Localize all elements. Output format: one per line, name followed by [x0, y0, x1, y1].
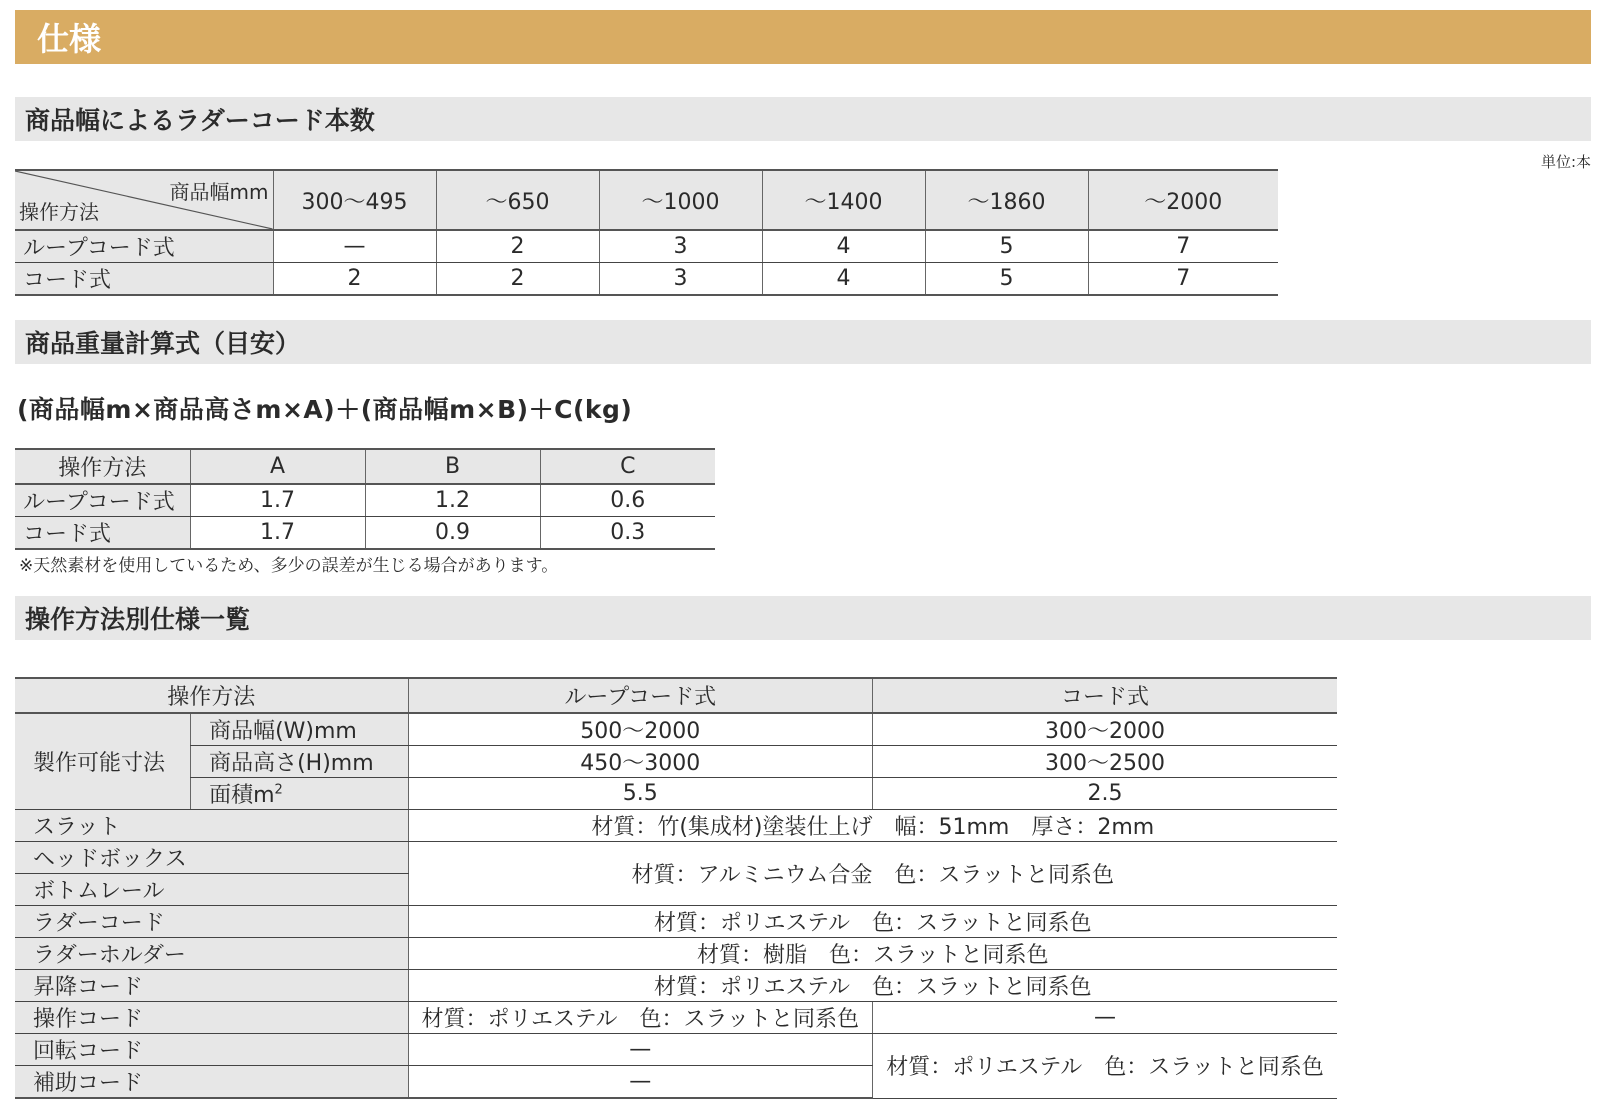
footnote: ※天然素材を使用しているため、多少の誤差が生じる場合があります。 — [19, 556, 559, 576]
column-header: 〜650 — [436, 170, 599, 230]
row-label: ループコード式 — [15, 484, 190, 517]
table-row — [15, 517, 715, 550]
table-row — [15, 713, 1337, 746]
column-header: B — [365, 449, 540, 484]
table-cell: 2 — [273, 263, 436, 296]
weight-coefficient-table — [15, 448, 715, 550]
table-cell: 7 — [1088, 230, 1278, 263]
table-cell: 5.5 — [408, 778, 872, 810]
table-cell: 7 — [1088, 263, 1278, 296]
row-label: ループコード式 — [15, 230, 273, 263]
table-cell: 材質：ポリエステル 色：スラットと同系色 — [408, 970, 1337, 1002]
table-cell: 1.7 — [190, 484, 365, 517]
row-label: ヘッドボックス — [15, 842, 408, 874]
table-cell: 材質：ポリエステル 色：スラットと同系色 — [408, 906, 1337, 938]
row-label: スラット — [15, 810, 408, 842]
table-cell: 材質：ポリエステル 色：スラットと同系色 — [408, 1002, 872, 1034]
table-cell: 4 — [762, 263, 925, 296]
column-header: コード式 — [873, 678, 1338, 713]
table-cell: 2 — [436, 263, 599, 296]
row-label: 商品高さ(H)mm — [191, 746, 408, 778]
table-cell: 450〜3000 — [408, 746, 872, 778]
column-header: 300〜495 — [273, 170, 436, 230]
table-row — [15, 810, 1337, 842]
table-row — [15, 842, 1337, 874]
row-label: ラダーコード — [15, 906, 408, 938]
table-row — [15, 1002, 1337, 1034]
table-cell: 0.9 — [365, 517, 540, 550]
table-row — [15, 746, 1337, 778]
table-cell: — — [873, 1002, 1338, 1034]
table-cell: — — [408, 1034, 872, 1066]
table-cell: 0.6 — [540, 484, 715, 517]
table-row — [15, 778, 1337, 810]
column-header: 〜1860 — [925, 170, 1088, 230]
table-cell: 2.5 — [873, 778, 1338, 810]
row-label-text: 面積m — [209, 783, 275, 808]
table-cell: 3 — [599, 230, 762, 263]
section-heading-spec: 操作方法別仕様一覧 — [15, 596, 1591, 640]
table-cell: 0.3 — [540, 517, 715, 550]
table-cell: 1.7 — [190, 517, 365, 550]
section-heading-weight: 商品重量計算式（目安） — [15, 320, 1591, 364]
table-row — [15, 263, 1278, 296]
table-row — [15, 938, 1337, 970]
corner-label-width: 商品幅mm — [169, 180, 269, 204]
table-row — [15, 906, 1337, 938]
column-header: 操作方法 — [15, 449, 190, 484]
column-header: 〜2000 — [1088, 170, 1278, 230]
row-label: コード式 — [15, 517, 190, 550]
table-cell: — — [273, 230, 436, 263]
table-row — [15, 1034, 1337, 1066]
column-header: ループコード式 — [408, 678, 872, 713]
corner-label-method: 操作方法 — [19, 200, 99, 224]
section-heading-ladder: 商品幅によるラダーコード本数 — [15, 97, 1591, 141]
table-cell: 1.2 — [365, 484, 540, 517]
table-cell: 300〜2000 — [873, 713, 1338, 746]
column-header: 〜1000 — [599, 170, 762, 230]
table-cell: 3 — [599, 263, 762, 296]
weight-formula: (商品幅m×商品高さm×A)＋(商品幅m×B)＋C(kg) — [17, 395, 633, 424]
column-header: 操作方法 — [15, 678, 408, 713]
table-cell: 材質：樹脂 色：スラットと同系色 — [408, 938, 1337, 970]
column-header: 〜1400 — [762, 170, 925, 230]
row-group-label: 製作可能寸法 — [15, 713, 191, 810]
row-label: ラダーホルダー — [15, 938, 408, 970]
table-cell: 300〜2500 — [873, 746, 1338, 778]
row-label: 操作コード — [15, 1002, 408, 1034]
table-cell: — — [408, 1066, 872, 1099]
table-cell: 2 — [436, 230, 599, 263]
table-cell: 5 — [925, 263, 1088, 296]
superscript: 2 — [274, 782, 283, 798]
table-cell: 材質：ポリエステル 色：スラットと同系色 — [873, 1034, 1338, 1099]
table-cell: 材質：竹(集成材)塗装仕上げ 幅：51mm 厚さ：2mm — [408, 810, 1337, 842]
table-row — [15, 970, 1337, 1002]
row-label: コード式 — [15, 263, 273, 296]
table-cell: 材質：アルミニウム合金 色：スラットと同系色 — [408, 842, 1337, 906]
spec-table — [15, 677, 1337, 1099]
column-header: C — [540, 449, 715, 484]
table-cell: 4 — [762, 230, 925, 263]
page-title: 仕様 — [15, 10, 1591, 64]
table-row — [15, 230, 1278, 263]
row-label: 昇降コード — [15, 970, 408, 1002]
diagonal-corner-cell — [15, 170, 273, 230]
unit-note: 単位:本 — [1540, 153, 1591, 171]
row-label: 回転コード — [15, 1034, 408, 1066]
table-cell: 5 — [925, 230, 1088, 263]
table-cell: 500〜2000 — [408, 713, 872, 746]
column-header: A — [190, 449, 365, 484]
ladder-cord-table — [15, 169, 1278, 296]
row-label: ボトムレール — [15, 874, 408, 906]
table-row — [15, 484, 715, 517]
row-label: 補助コード — [15, 1066, 408, 1099]
row-label: 商品幅(W)mm — [191, 713, 408, 746]
row-label — [191, 778, 408, 810]
